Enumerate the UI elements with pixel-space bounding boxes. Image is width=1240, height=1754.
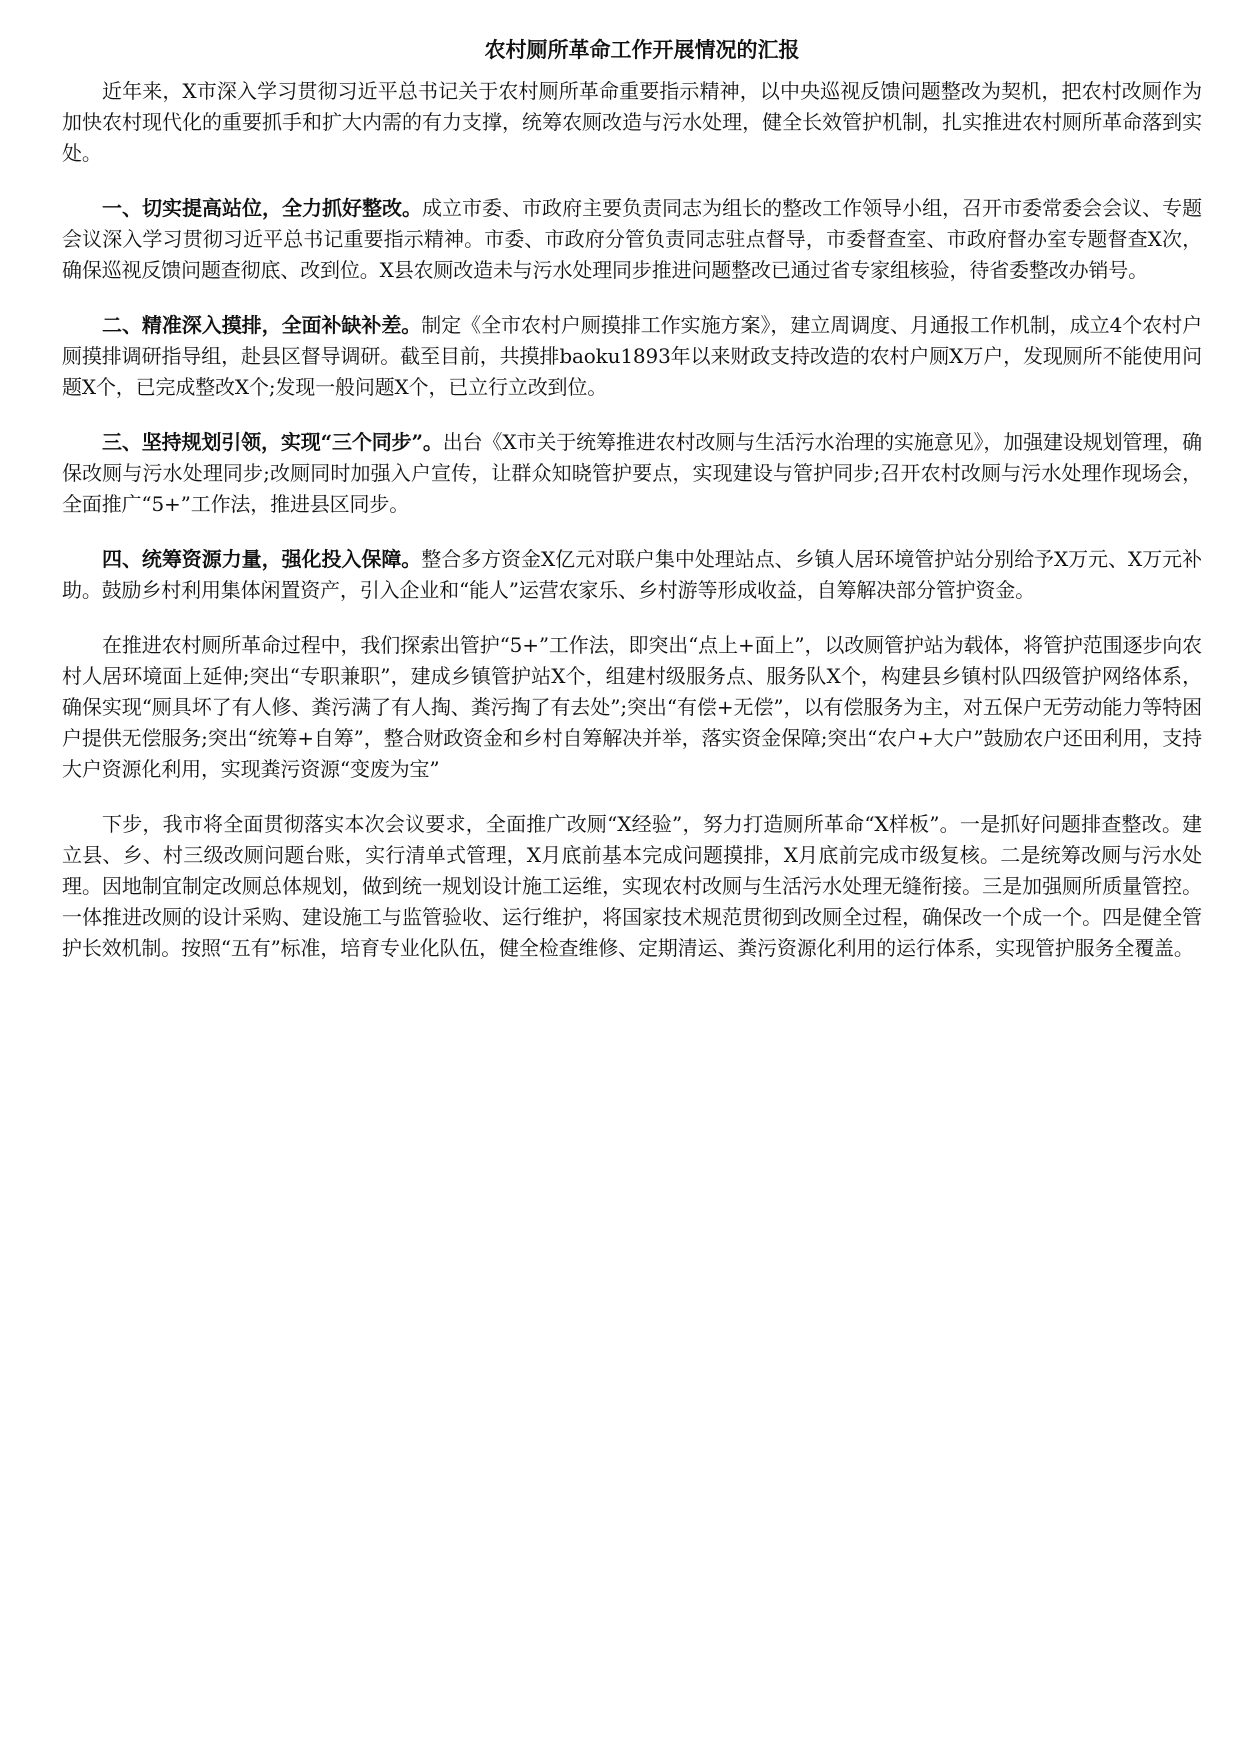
paragraph-text: 近年来，X市深入学习贯彻习近平总书记关于农村厕所革命重要指示精神，以中央巡视反馈问题整改为契机，把农村改厕作为加快农村现代化的重要抓手和扩大内需的有力支撑，统筹农厕改造与污水处理，健全长效管护机制，扎实推进农村厕所革命落到实处。 xyxy=(62,79,1202,165)
paragraph-next-steps xyxy=(62,809,1202,964)
section-heading: 二、精准深入摸排，全面补缺补差。 xyxy=(102,313,422,337)
paragraph-section-1 xyxy=(62,193,1202,286)
paragraph-text: 下步，我市将全面贯彻落实本次会议要求，全面推广改厕“X经验”，努力打造厕所革命“X样板”。一是抓好问题排查整改。建立县、乡、村三级改厕问题台账，实行清单式管理，X月底前基本完成问题摸排，X月底前完成市级复核。二是统筹改厕与污水处理。因地制宜制定改厕总体规划，做到统一规划设计施工运维，实现农村改厕与生活污水处理无缝衔接。三是加强厕所质量管控。一体推进改厕的设计采购、建设施工与监管验收、运行维护，将国家技术规范贯彻到改厕全过程，确保改一个成一个。四是健全管护长效机制。按照“五有”标准，培育专业化队伍，健全检查维修、定期清运、粪污资源化利用的运行体系，实现管护服务全覆盖。 xyxy=(62,812,1202,960)
paragraph-section-4 xyxy=(62,544,1202,606)
document-title: 农村厕所革命工作开展情况的汇报 xyxy=(484,37,800,62)
paragraph-method xyxy=(62,630,1202,785)
section-heading: 三、坚持规划引领，实现“三个同步”。 xyxy=(102,430,443,454)
section-heading: 一、切实提高站位，全力抓好整改。 xyxy=(102,196,423,220)
paragraph-text: 成立市委、市政府主要负责同志为组长的整改工作领导小组，召开市委常委会会议、专题会议深入学习贯彻习近平总书记重要指示精神。市委、市政府分管负责同志驻点督导，市委督查室、市政府督办室专题督查X次，确保巡视反馈问题查彻底、改到位。X县农厕改造未与污水处理同步推进问题整改已通过省专家组核验，待省委整改办销号。 xyxy=(62,196,1202,282)
section-heading: 四、统筹资源力量，强化投入保障。 xyxy=(102,547,422,571)
paragraph-text: 在推进农村厕所革命过程中，我们探索出管护“5+”工作法，即突出“点上+面上”，以改厕管护站为载体，将管护范围逐步向农村人居环境面上延伸;突出“专职兼职”，建成乡镇管护站X个，组建村级服务点、服务队X个，构建县乡镇村队四级管护网络体系，确保实现“厕具坏了有人修、粪污满了有人掏、粪污掏了有去处”;突出“有偿+无偿”，以有偿服务为主，对五保户无劳动能力等特困户提供无偿服务;突出“统筹+自筹”，整合财政资金和乡村自筹解决并举，落实资金保障;突出“农户+大户”鼓励农户还田利用，支持大户资源化利用，实现粪污资源“变废为宝” xyxy=(62,633,1202,781)
paragraph-text: 制定《全市农村户厕摸排工作实施方案》，建立周调度、月通报工作机制，成立4个农村户厕摸排调研指导组，赴县区督导调研。截至目前，共摸排baoku1893年以来财政支持改造的农村户厕X万户，发现厕所不能使用问题X个，已完成整改X个;发现一般问题X个，已立行立改到位。 xyxy=(62,313,1202,399)
paragraph-intro xyxy=(62,76,1202,169)
paragraph-text: 整合多方资金X亿元对联户集中处理站点、乡镇人居环境管护站分别给予X万元、X万元补助。鼓励乡村利用集体闲置资产，引入企业和“能人”运营农家乐、乡村游等形成收益，自筹解决部分管护资金。 xyxy=(62,547,1202,602)
paragraph-text: 出台《X市关于统筹推进农村改厕与生活污水治理的实施意见》，加强建设规划管理，确保改厕与污水处理同步;改厕同时加强入户宣传，让群众知晓管护要点，实现建设与管护同步;召开农村改厕与污水处理作现场会，全面推广“5+”工作法，推进县区同步。 xyxy=(62,430,1203,516)
document-page xyxy=(62,30,1202,988)
paragraph-section-2 xyxy=(62,310,1202,403)
paragraph-section-3 xyxy=(62,427,1202,520)
